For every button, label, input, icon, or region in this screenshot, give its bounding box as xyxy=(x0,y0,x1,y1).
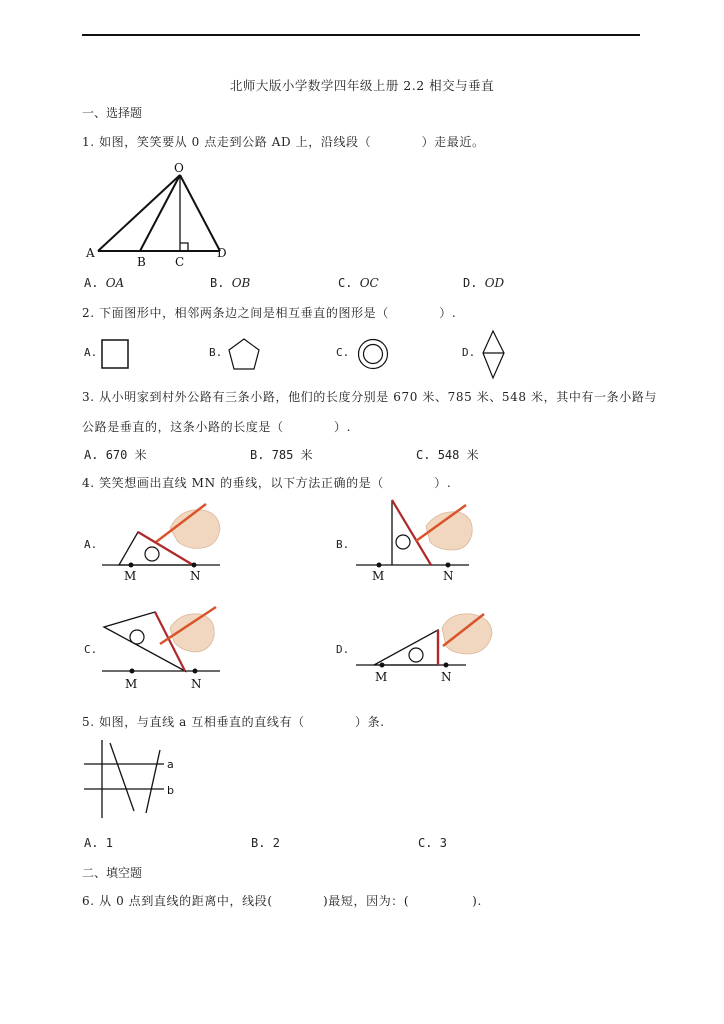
q3-option-a[interactable]: A. 670 米 xyxy=(84,448,147,462)
q5-option-b[interactable]: B. 2 xyxy=(251,836,280,850)
header-rule xyxy=(82,34,640,36)
line-a-label: a xyxy=(167,758,174,771)
question-2-text: 2. 下面图形中，相邻两条边之间是相互垂直的图形是（ ）. xyxy=(82,306,457,320)
svg-text:N: N xyxy=(441,670,452,684)
q3-option-b[interactable]: B. 785 米 xyxy=(250,448,313,462)
question-3-text-line2: 公路是垂直的，这条小路的长度是（ ）. xyxy=(82,420,352,434)
question-6-text: 6. 从 0 点到直线的距离中，线段( )最短，因为：( ). xyxy=(82,894,482,908)
hand-with-pencil-icon xyxy=(416,505,472,550)
svg-text:M: M xyxy=(125,677,138,691)
q4-figure-b xyxy=(354,498,494,583)
q2-option-b[interactable]: B. xyxy=(209,346,223,359)
svg-text:N: N xyxy=(443,569,454,583)
question-3-text-line1: 3. 从小明家到村外公路有三条小路，他们的长度分别是 670 米、785 米、548 米，其中有一条小路与 xyxy=(82,390,658,404)
q4-option-c[interactable]: C. xyxy=(84,643,98,656)
section-heading-fill: 二、填空题 xyxy=(82,866,143,880)
q2-option-d[interactable]: D. xyxy=(462,346,476,359)
point-o-label: O xyxy=(174,161,184,175)
pentagon-icon xyxy=(228,338,262,372)
q4-figure-d xyxy=(354,604,499,689)
q1-option-a[interactable]: A. OA xyxy=(84,276,125,290)
point-d-label: D xyxy=(217,246,227,260)
concentric-circles-icon xyxy=(357,337,389,371)
q5-option-c[interactable]: C. 3 xyxy=(418,836,447,850)
question-4-text: 4. 笑笑想画出直线 MN 的垂线，以下方法正确的是（ ）. xyxy=(82,476,452,490)
svg-text:N: N xyxy=(190,569,201,583)
q5-option-a[interactable]: A. 1 xyxy=(84,836,113,850)
point-b-label: B xyxy=(137,255,146,269)
hand-with-pencil-icon xyxy=(442,614,492,654)
line-b-label: b xyxy=(167,784,174,797)
q4-figure-a xyxy=(100,498,225,583)
q1-option-c[interactable]: C. OC xyxy=(338,276,379,290)
document-title: 北师大版小学数学四年级上册 2.2 相交与垂直 xyxy=(229,78,495,93)
question-5-figure xyxy=(82,738,192,822)
svg-text:N: N xyxy=(191,677,202,691)
svg-text:M: M xyxy=(375,670,388,684)
svg-text:M: M xyxy=(124,569,137,583)
q2-option-a[interactable]: A. xyxy=(84,346,98,359)
q3-option-c[interactable]: C. 548 米 xyxy=(416,448,479,462)
hand-with-pencil-icon xyxy=(160,607,216,652)
hand-with-pencil-icon xyxy=(156,504,220,548)
question-1-text: 1. 如图，笑笑要从 0 点走到公路 AD 上，沿线段（ ）走最近。 xyxy=(82,135,485,149)
point-a-label: A xyxy=(86,246,95,260)
q2-option-c[interactable]: C. xyxy=(336,346,350,359)
q4-option-a[interactable]: A. xyxy=(84,538,98,551)
question-5-text: 5. 如图，与直线 a 互相垂直的直线有（ ）条. xyxy=(82,715,385,729)
q4-figure-c xyxy=(100,602,225,692)
square-icon xyxy=(101,339,131,369)
point-c-label: C xyxy=(175,255,185,269)
q4-option-b[interactable]: B. xyxy=(336,538,350,551)
svg-text:M: M xyxy=(372,569,385,583)
q1-option-b[interactable]: B. OB xyxy=(210,276,251,290)
question-1-figure xyxy=(84,158,244,270)
q1-option-d[interactable]: D. OD xyxy=(463,276,505,290)
q4-option-d[interactable]: D. xyxy=(336,643,350,656)
rhombus-icon xyxy=(482,330,506,380)
section-heading-choice: 一、选择题 xyxy=(82,106,143,120)
